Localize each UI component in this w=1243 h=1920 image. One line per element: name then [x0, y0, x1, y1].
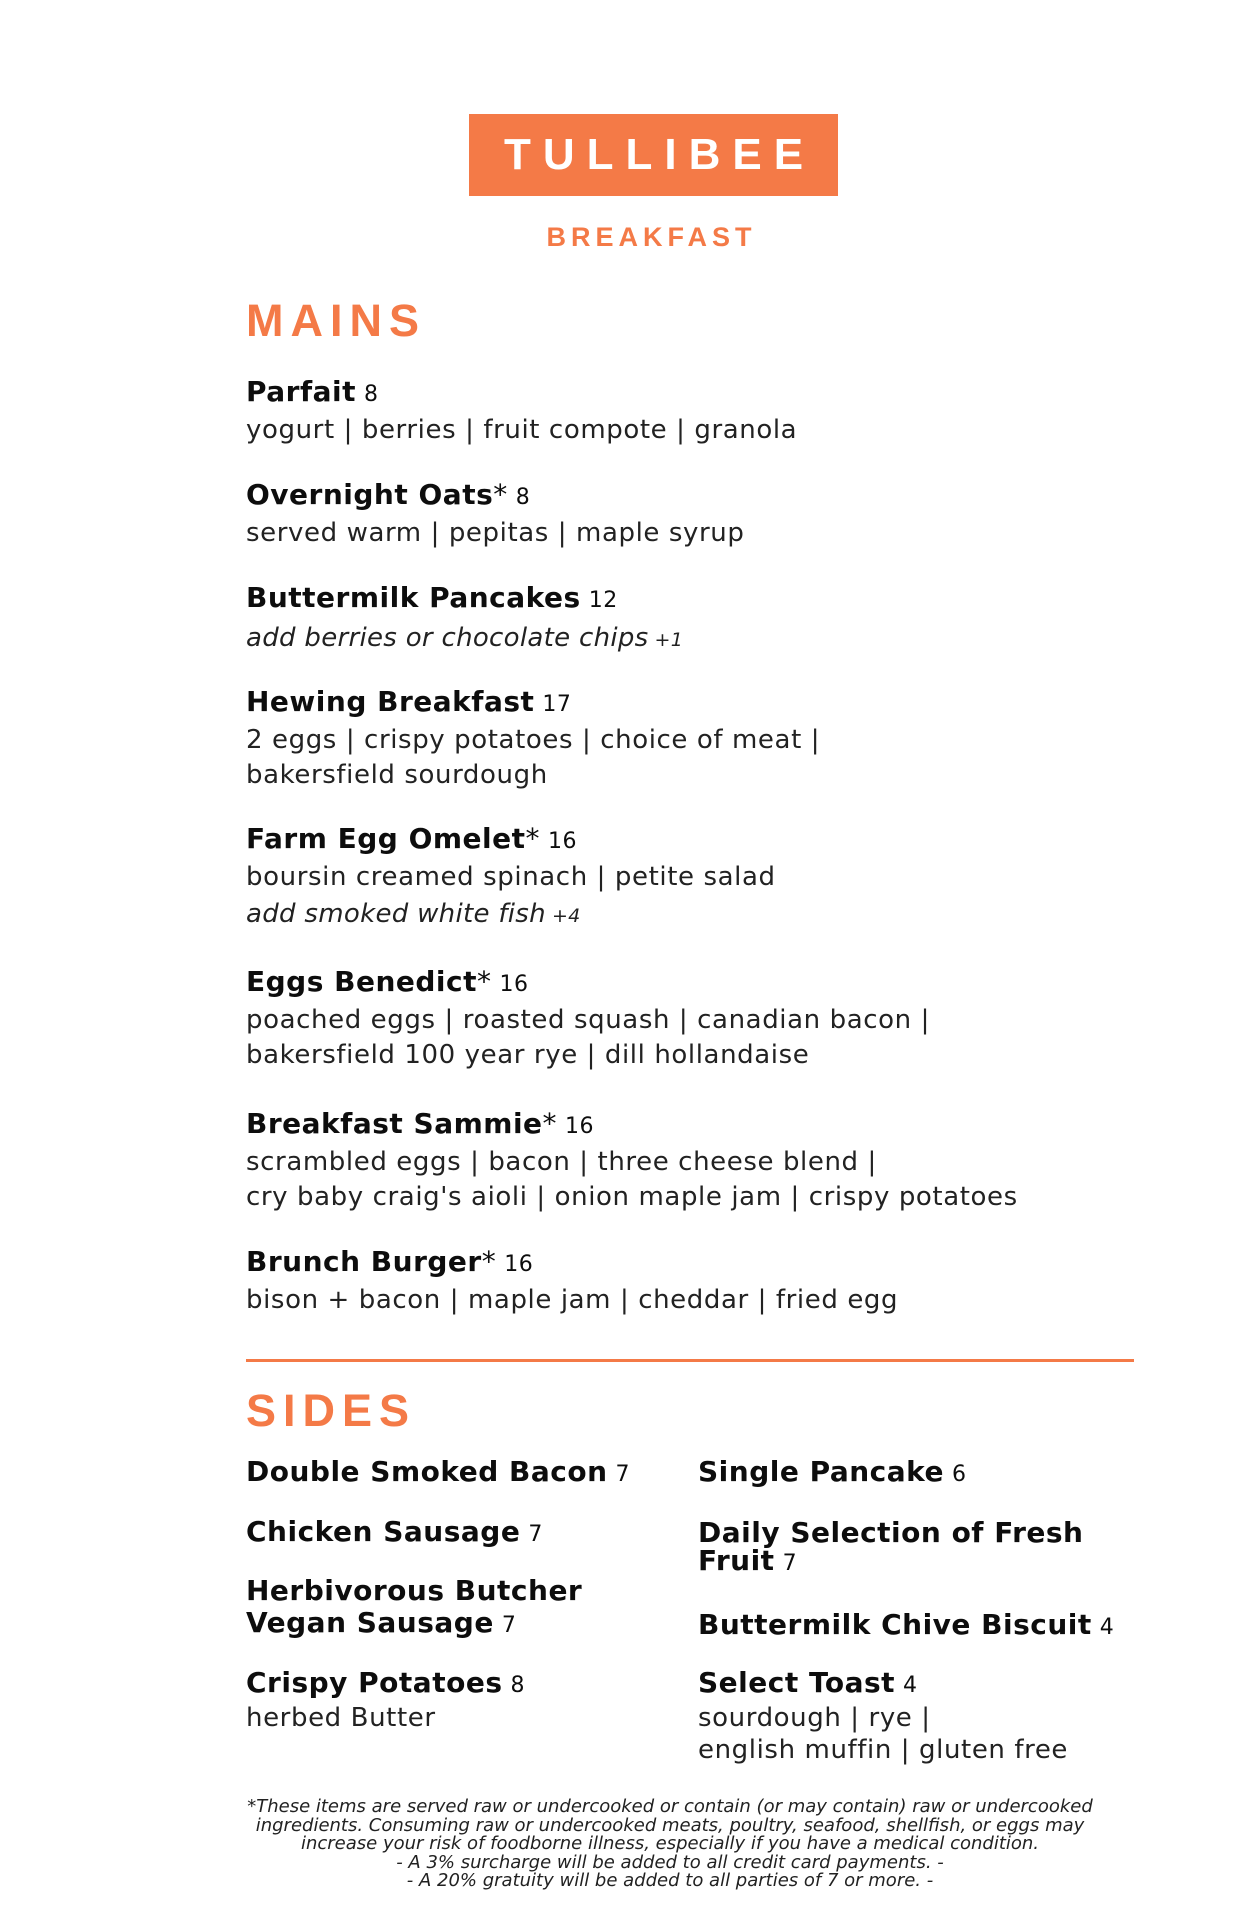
menu-item-brunch-burger: [246, 1244, 1146, 1318]
brand-name: TULLIBEE: [503, 130, 816, 179]
item-description: boursin creamed spinach | petite salad: [246, 862, 776, 892]
item-description: bakersfield 100 year rye | dill hollandaise: [246, 1040, 810, 1070]
menu-item-buttermilk-pancakes: [246, 580, 1146, 659]
raw-warning-star: *: [542, 1107, 558, 1140]
brand-logo: [469, 114, 838, 196]
item-name: Farm Egg Omelet: [246, 822, 526, 855]
item-price: 4: [1099, 1615, 1115, 1640]
side-item-buttermilk-chive-biscuit: [698, 1609, 1148, 1644]
item-name: Crispy Potatoes: [246, 1666, 503, 1699]
raw-warning-star: *: [477, 965, 492, 998]
footer-disclaimer: [230, 1798, 1110, 1891]
menu-item-parfait: [246, 374, 1146, 448]
raw-warning-star: *: [481, 1245, 497, 1278]
item-name: Herbivorous Butcher: [246, 1574, 583, 1607]
addon-text: add smoked white fish: [246, 899, 546, 929]
item-name: Chicken Sausage: [246, 1515, 521, 1548]
item-name: Select Toast: [698, 1666, 896, 1699]
item-name: Vegan Sausage: [246, 1606, 494, 1639]
item-price: 6: [952, 1462, 967, 1487]
raw-warning-star: *: [525, 822, 541, 855]
item-description: yogurt | berries | fruit compote | granola: [246, 415, 798, 445]
item-description: english muffin | gluten free: [698, 1735, 1069, 1765]
item-price: 8: [515, 485, 531, 510]
item-description: bakersfield sourdough: [246, 760, 548, 790]
item-name: Single Pancake: [698, 1455, 945, 1488]
item-name: Eggs Benedict: [246, 965, 478, 998]
addon-price: +4: [551, 905, 581, 927]
item-price: 7: [528, 1522, 543, 1547]
side-item-crispy-potatoes: [246, 1667, 696, 1734]
item-price: 16: [548, 829, 578, 854]
item-description: scrambled eggs | bacon | three cheese blend |: [246, 1147, 877, 1177]
footer-line: - A 3% surcharge will be added to all credit card payments. -: [396, 1851, 944, 1873]
item-price: 17: [542, 692, 572, 717]
item-price: 16: [504, 1252, 534, 1277]
item-price: 7: [782, 1551, 798, 1576]
addon-text: add berries or chocolate chips: [246, 623, 649, 653]
item-description: herbed Butter: [246, 1703, 436, 1733]
item-price: 8: [510, 1673, 525, 1698]
item-name: Fruit: [698, 1544, 775, 1577]
menu-item-hewing-breakfast: [246, 684, 1146, 793]
raw-warning-star: *: [493, 478, 508, 511]
item-price: 7: [501, 1613, 517, 1638]
section-divider: [246, 1359, 1134, 1362]
item-price: 7: [615, 1462, 631, 1487]
item-name: Brunch Burger: [246, 1245, 482, 1278]
item-name: Buttermilk Pancakes: [246, 581, 581, 614]
menu-item-breakfast-sammie: [246, 1106, 1146, 1215]
mains-title: MAINS: [246, 295, 426, 346]
sides-title: SIDES: [246, 1385, 417, 1436]
item-price: 4: [903, 1673, 918, 1698]
item-description: poached eggs | roasted squash | canadian bacon |: [246, 1005, 930, 1035]
item-description: cry baby craig's aioli | onion maple jam | crispy potatoes: [246, 1182, 1018, 1212]
menu-item-overnight-oats: [246, 477, 1146, 551]
addon-price: +1: [654, 629, 684, 651]
menu-subtitle: BREAKFAST: [546, 222, 757, 252]
item-description: 2 eggs | crispy potatoes | choice of meat |: [246, 725, 821, 755]
item-name: Hewing Breakfast: [246, 685, 535, 718]
item-description: served warm | pepitas | maple syrup: [246, 518, 745, 548]
item-price: 8: [364, 382, 379, 407]
item-name: Breakfast Sammie: [246, 1107, 543, 1140]
side-item-double-smoked-bacon: [246, 1456, 696, 1491]
item-name: Daily Selection of Fresh: [698, 1516, 1084, 1549]
item-name: Parfait: [246, 375, 357, 408]
item-description: sourdough | rye |: [698, 1703, 931, 1733]
item-name: Overnight Oats: [246, 478, 494, 511]
side-item-chicken-sausage: [246, 1516, 696, 1551]
item-addon: [246, 619, 1146, 659]
footer-line: - A 20% gratuity will be added to all parties of 7 or more. -: [406, 1870, 934, 1891]
item-addon: [246, 895, 1146, 935]
footer-line: increase your risk of foodborne illness, especially if you have a medical condition.: [300, 1833, 1040, 1854]
side-item-fresh-fruit: [698, 1517, 1148, 1580]
item-description: bison + bacon | maple jam | cheddar | fried egg: [246, 1285, 899, 1315]
item-price: 12: [588, 588, 618, 613]
footer-line: *These items are served raw or undercooked or contain (or may contain) raw or undercooked: [247, 1796, 1093, 1817]
menu-item-eggs-benedict: [246, 964, 1146, 1073]
side-item-single-pancake: [698, 1456, 1148, 1491]
menu-item-farm-egg-omelet: [246, 821, 1146, 935]
item-name: Buttermilk Chive Biscuit: [698, 1608, 1092, 1641]
item-name: Double Smoked Bacon: [246, 1455, 608, 1488]
side-item-select-toast: [698, 1667, 1148, 1766]
item-price: 16: [565, 1114, 595, 1139]
item-price: 16: [499, 972, 529, 997]
side-item-vegan-sausage: [246, 1575, 696, 1642]
footer-line: ingredients. Consuming raw or undercooked meats, poultry, seafood, shellfish, or eggs may: [255, 1814, 1085, 1836]
